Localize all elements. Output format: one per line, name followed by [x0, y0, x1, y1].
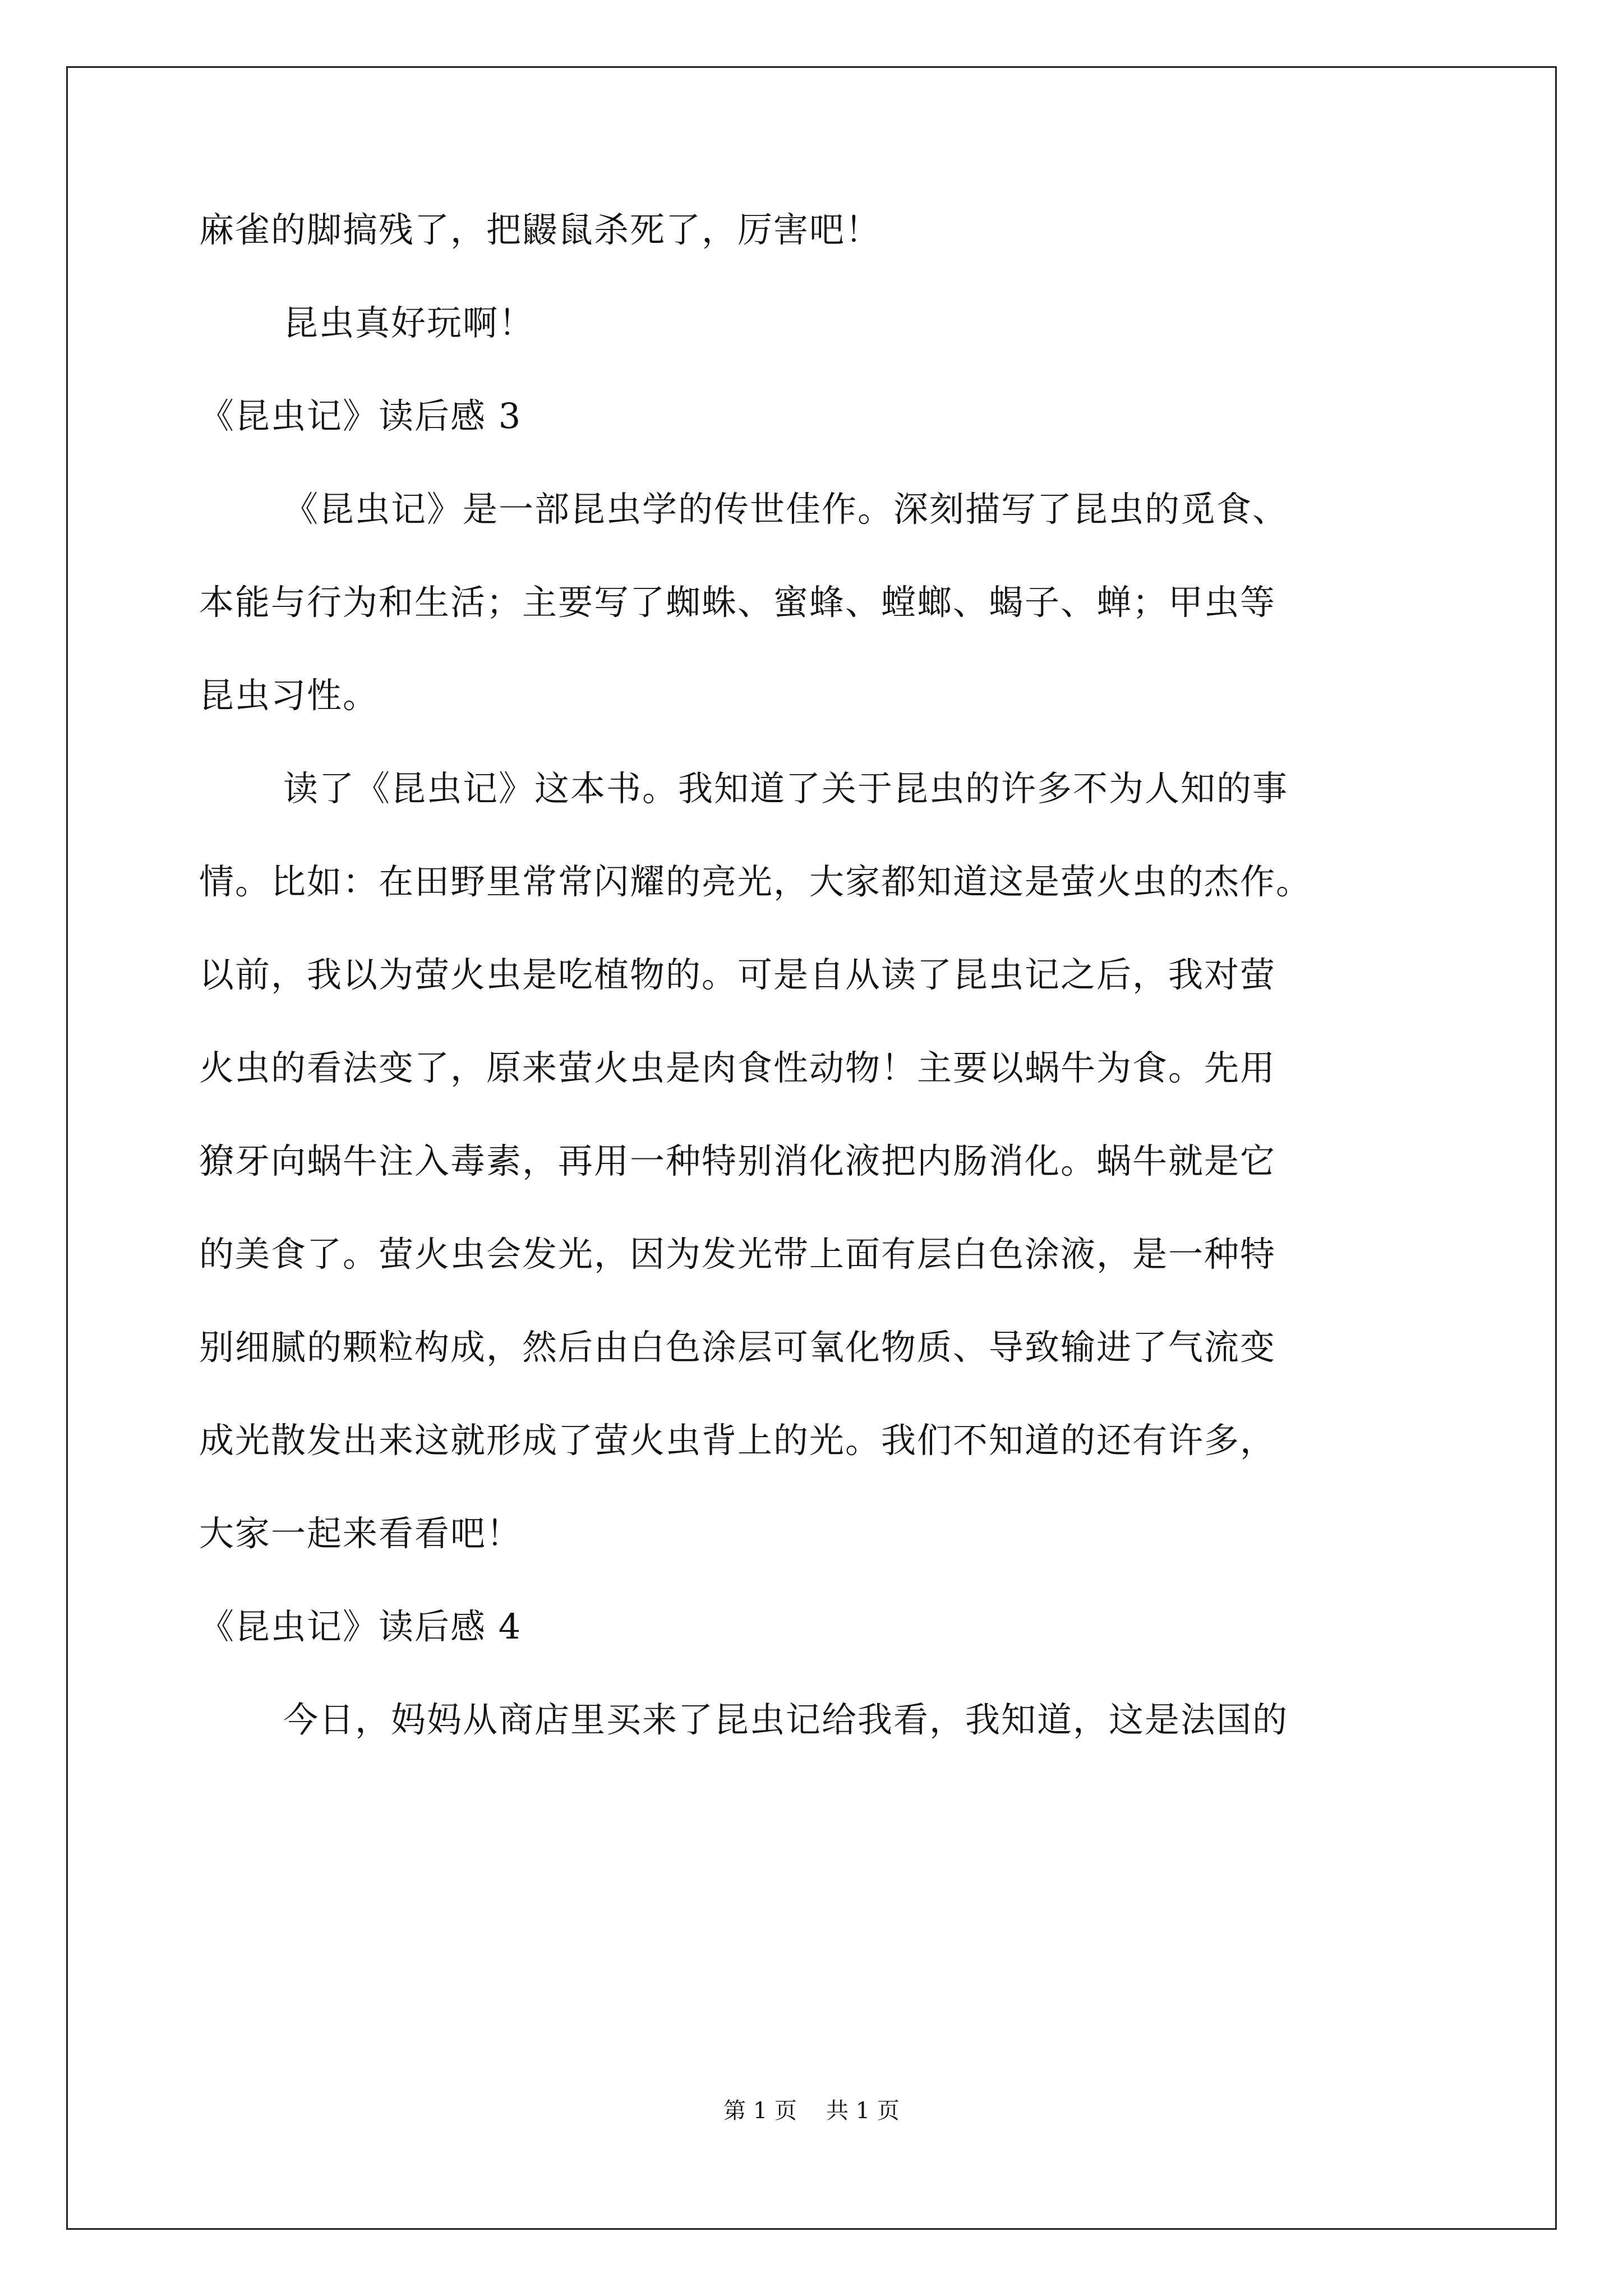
- text-line: 成光散发出来这就形成了萤火虫背上的光。我们不知道的还有许多，: [199, 1420, 1276, 1461]
- text-line: 情。比如：在田野里常常闪耀的亮光，大家都知道这是萤火虫的杰作。: [199, 861, 1312, 902]
- page-footer: [0, 2094, 1623, 2128]
- text-line: 别细腻的颗粒构成，然后由白色涂层可氧化物质、导致输进了气流变: [199, 1327, 1276, 1368]
- text-line: 本能与行为和生活；主要写了蜘蛛、蜜蜂、螳螂、蝎子、蝉；甲虫等: [199, 582, 1276, 623]
- text-line: 的美食了。萤火虫会发光，因为发光带上面有层白色涂液，是一种特: [199, 1234, 1276, 1274]
- text-line: 读了《昆虫记》这本书。我知道了关于昆虫的许多不为人知的事: [283, 768, 1289, 809]
- text-line: 《昆虫记》是一部昆虫学的传世佳作。深刻描写了昆虫的觅食、: [283, 489, 1289, 530]
- section-heading: 《昆虫记》读后感 3: [199, 395, 522, 436]
- page-number: 第 1 页: [723, 2098, 797, 2124]
- text-line: 大家一起来看看吧！: [199, 1513, 523, 1554]
- text-line: 昆虫习性。: [199, 675, 379, 716]
- text-line: 今日，妈妈从商店里买来了昆虫记给我看，我知道，这是法国的: [283, 1699, 1289, 1740]
- text-line: 昆虫真好玩啊！: [283, 302, 535, 343]
- text-line: 以前，我以为萤火虫是吃植物的。可是自从读了昆虫记之后，我对萤: [199, 954, 1276, 995]
- page-total: 共 1 页: [826, 2098, 900, 2124]
- text-line: 火虫的看法变了，原来萤火虫是肉食性动物！主要以蜗牛为食。先用: [199, 1047, 1276, 1088]
- text-line: 獠牙向蜗牛注入毒素，再用一种特别消化液把内肠消化。蜗牛就是它: [199, 1140, 1276, 1181]
- section-heading: 《昆虫记》读后感 4: [199, 1606, 522, 1647]
- text-line: 麻雀的脚搞残了，把鼹鼠杀死了，厉害吧！: [199, 209, 882, 250]
